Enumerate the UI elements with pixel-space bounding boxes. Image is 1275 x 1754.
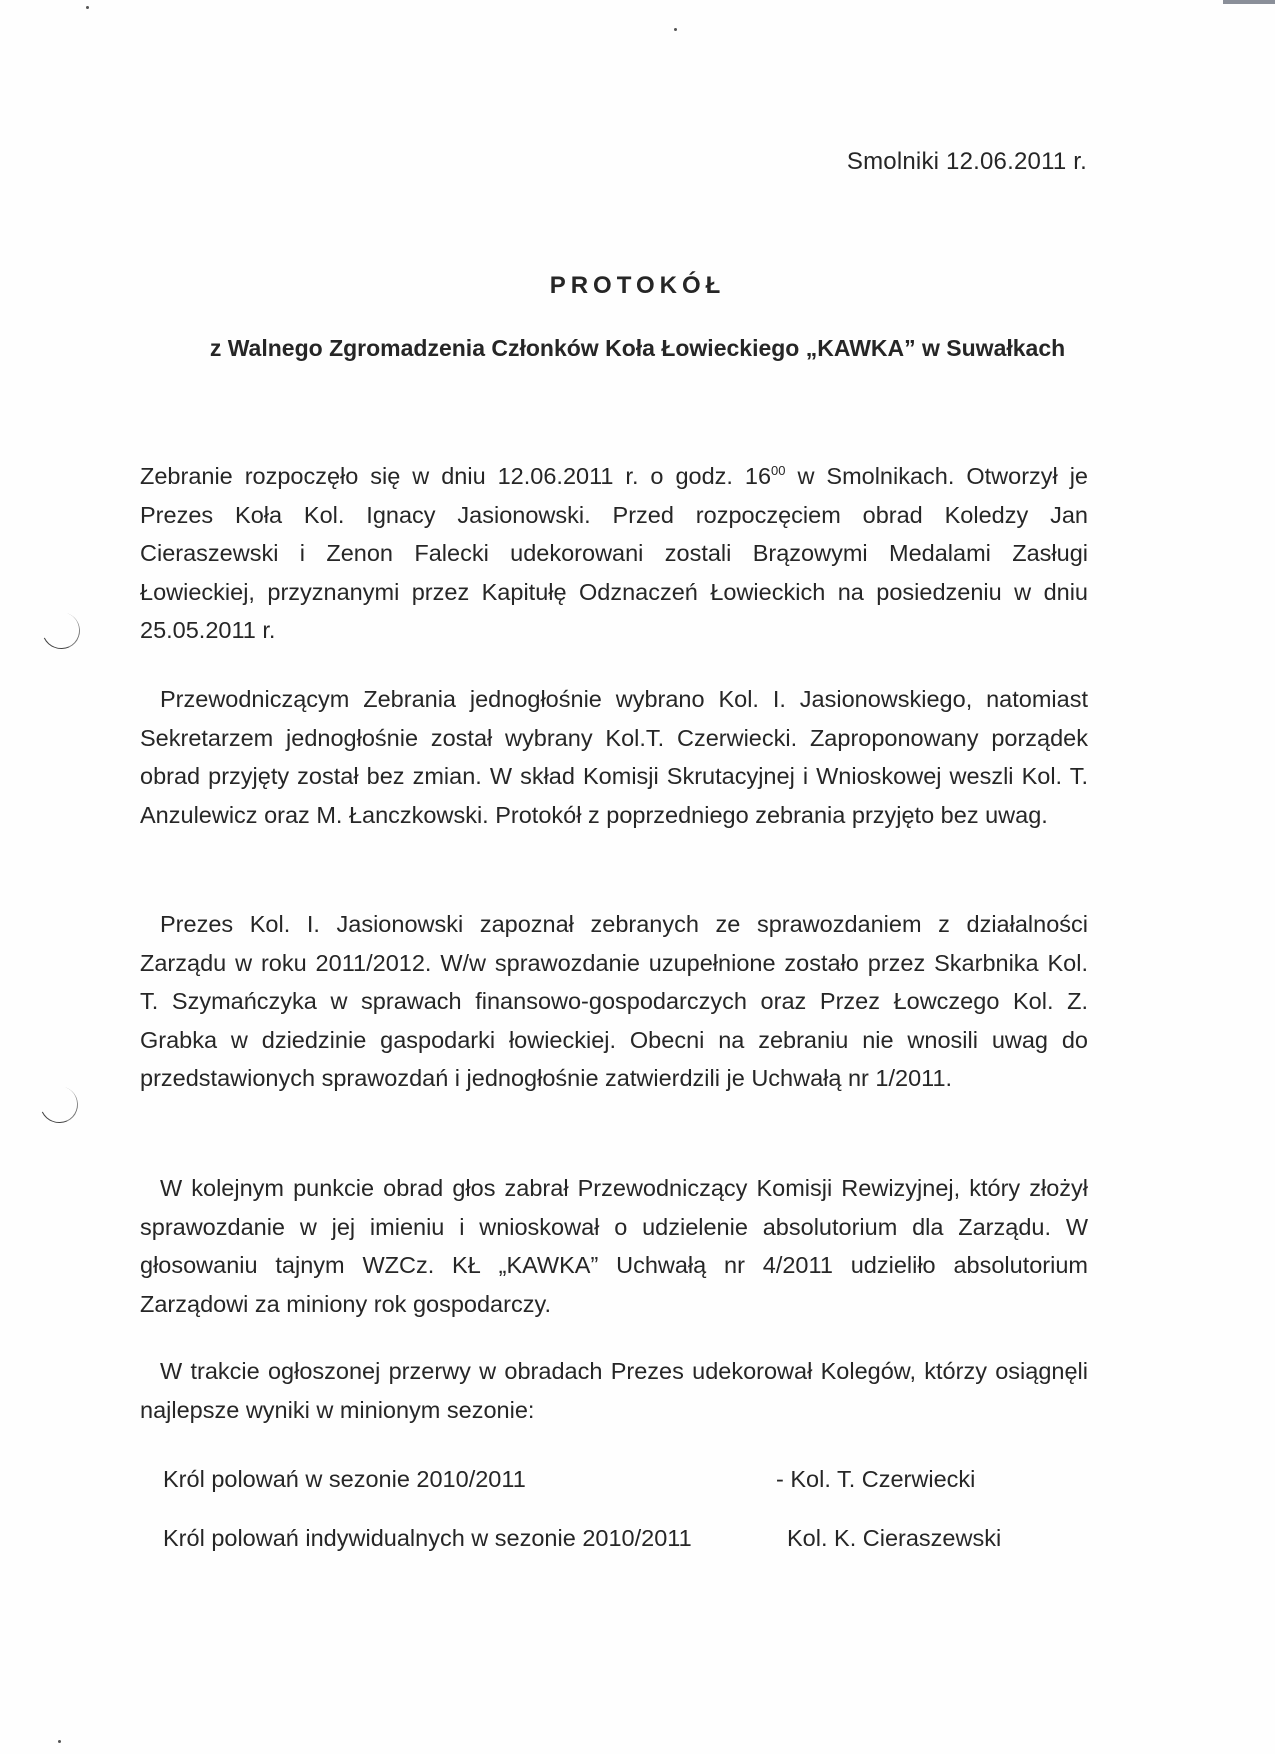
- paragraph-audit: W kolejnym punkcie obrad głos zabrał Przewodniczący Komisji Rewizyjnej, który złożył sprawozdanie w jej imieniu i wnioskował o udzielenie absolutorium dla Zarządu. W głosowaniu tajnym WZCz. KŁ „KAWKA” Uchwałą nr 4/2011 udzieliło absolutorium Zarządowi za miniony rok gospodarczy.: [140, 1175, 1088, 1317]
- paragraph-opening-text-continued: w Smolnikach. Otworzył je Prezes Koła Kol. Ignacy Jasionowski. Przed rozpoczęciem obrad Koledzy Jan Cieraszewski i Zenon Falecki udekorowani zostali Brązowymi Medalami Zasługi Łowieckiej, przyznanymi przez Kapitułę Odznaczeń Łowieckich na posiedzeniu w dniu 25.05.2011 r.: [140, 463, 1088, 643]
- scan-speck: [58, 1740, 61, 1743]
- scan-speck: [86, 6, 89, 9]
- time-superscript: 00: [771, 463, 786, 479]
- paragraph-awards-intro: W trakcie ogłoszonej przerwy w obradach Prezes udekorował Kolegów, którzy osiągnęli najlepsze wyniki w minionym sezonie:: [140, 1358, 1088, 1423]
- award-recipient: Kol. K. Cieraszewski: [787, 1525, 1002, 1551]
- punch-hole-mark: [35, 1081, 83, 1129]
- document-subtitle: z Walnego Zgromadzenia Członków Koła Łowieckiego „KAWKA” w Suwałkach: [209, 335, 1066, 361]
- punch-hole-mark: [37, 607, 85, 655]
- award-title: Król polowań indywidualnych w sezonie 2010/2011: [163, 1525, 692, 1551]
- paragraph-report: Prezes Kol. I. Jasionowski zapoznał zebranych ze sprawozdaniem z działalności Zarządu w roku 2011/2012. W/w sprawozdanie uzupełnione zostało przez Skarbnika Kol. T. Szymańczyka w sprawach finansowo-gospodarczych oraz Przez Łowczego Kol. Z. Grabka w dziedzinie gaspodarki łowieckiej. Obecni na zebraniu nie wnosili uwag do przedstawionych sprawozdań i jednogłośnie zatwierdzili je Uchwałą nr 1/2011.: [140, 911, 1088, 1091]
- paragraph-opening-text: Zebranie rozpoczęło się w dniu 12.06.2011 r. o godz. 16: [140, 463, 772, 489]
- paragraph-opening: [140, 457, 1088, 650]
- scan-speck: [674, 28, 677, 31]
- document-title: PROTOKÓŁ: [549, 272, 726, 299]
- award-title: Król polowań w sezonie 2010/2011: [163, 1466, 526, 1492]
- paragraph-election: Przewodniczącym Zebrania jednogłośnie wybrano Kol. I. Jasionowskiego, natomiast Sekretarzem jednogłośnie został wybrany Kol.T. Czerwiecki. Zaproponowany porządek obrad przyjęty został bez zmian. W skład Komisji Skrutacyjnej i Wnioskowej weszli Kol. T. Anzulewicz oraz M. Łanczkowski. Protokół z poprzedniego zebrania przyjęto bez uwag.: [140, 686, 1088, 828]
- award-recipient: - Kol. T. Czerwiecki: [776, 1466, 976, 1492]
- place-and-date: Smolniki 12.06.2011 r.: [846, 148, 1087, 175]
- scan-edge-mark: [1223, 0, 1275, 4]
